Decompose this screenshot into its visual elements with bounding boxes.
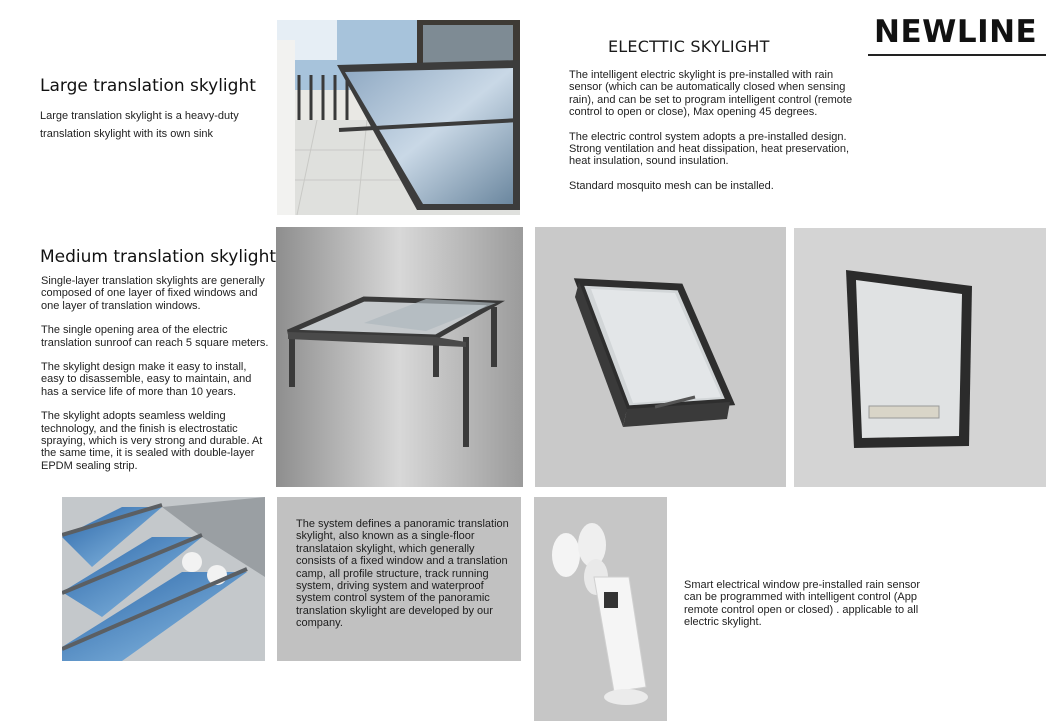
medium-paragraph: Single-layer translation skylights are generally composed of one layer of fixed windows and one layer of translation windows.	[41, 275, 265, 312]
panoramic-roof-photo	[62, 497, 265, 661]
roof-glass-photo-icon	[62, 497, 265, 661]
logo-underline	[868, 54, 1046, 56]
electric-paragraph: The intelligent electric skylight is pre-installed with rain sensor (which can be automatically closed when sensing rain), and can be set to program intelligent control (remote control to open or close), Max opening 45 degrees.	[569, 69, 853, 119]
open-window-photo-icon	[535, 227, 786, 487]
closed-window-photo-icon	[794, 228, 1046, 487]
medium-skylight-text	[41, 275, 271, 472]
panoramic-text-panel	[277, 497, 521, 661]
sliding-frame-photo-icon	[276, 227, 523, 487]
square-window-photo	[794, 228, 1046, 487]
medium-paragraph: The single opening area of the electric translation sunroof can reach 5 square meters.	[41, 324, 269, 349]
electric-skylight-text	[569, 69, 859, 192]
medium-paragraph: The skylight adopts seamless welding technology, and the finish is electrostatic spraying, which is very strong and durable. At the same time, it is sealed with double-layer EPDM sealing strip.	[41, 410, 263, 472]
large-skylight-photo	[277, 20, 520, 215]
rain-sensor-text: Smart electrical window pre-installed rain sensor can be programmed with intelligent control (App remote control open or closed) . applicable to all electric skylight.	[684, 579, 920, 629]
balcony-skylight-photo-icon	[277, 20, 520, 215]
panoramic-text: The system defines a panoramic translation skylight, also known as a single-floor translataion skylight, which generally consists of a fixed window and a translation camp, all profile structure, track running system, driving system and waterproof system control system of the panoramic translation skylight are developed by our company.	[296, 518, 509, 630]
electric-skylight-title: ELECTTIC SKYLIGHT	[608, 37, 770, 56]
electric-paragraph: Standard mosquito mesh can be installed.	[569, 179, 774, 192]
anemometer-sensor-photo-icon	[534, 497, 667, 721]
electric-paragraph: The electric control system adopts a pre-installed design. Strong ventilation and heat dissipation, heat preservation, heat insulation, sound insulation.	[569, 130, 850, 168]
medium-skylight-title: Medium translation skylight	[40, 247, 277, 267]
awning-window-photo	[535, 227, 786, 487]
medium-paragraph: The skylight design make it easy to install, easy to disassemble, easy to maintain, and has a service life of more than 10 years.	[41, 361, 252, 398]
brand-logo: NEWLINE	[874, 14, 1038, 50]
rain-sensor-photo	[534, 497, 667, 721]
large-skylight-description: Large translation skylight is a heavy-duty translation skylight with its own sink	[40, 110, 239, 140]
large-skylight-title: Large translation skylight	[40, 76, 256, 96]
translation-frame-photo	[276, 227, 523, 487]
